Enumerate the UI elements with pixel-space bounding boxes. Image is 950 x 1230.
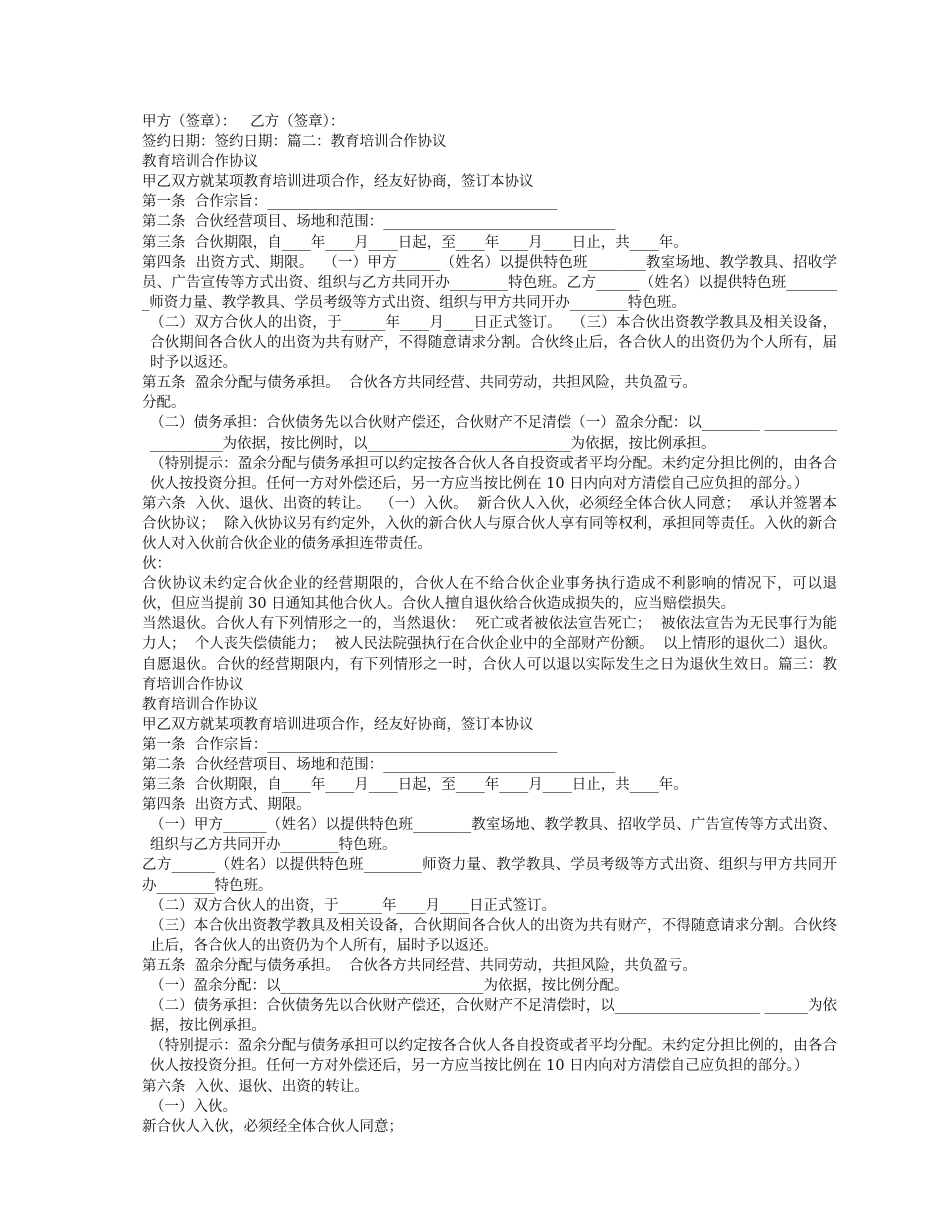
article-6: 第六条 入伙、退伙、出资的转让。 [142,1078,369,1095]
section-title: 教育培训合作协议 [142,154,258,171]
article-3: 第三条 合伙期限，自____年____月____日起，至____年____月____日止，共____年。 [142,234,688,251]
admission-paragraph: 新合伙人入伙，必须经全体合伙人同意； [142,1118,403,1135]
fragment-line: 分配。 [142,395,186,412]
signature-line: 甲方（签章）： 乙方（签章）： [142,114,345,130]
party-b-paragraph: 乙方______（姓名）以提供特色班________师资力量、教学教具、学员考级等方式出资、组织与甲方共同开办________特色班。 [142,857,837,894]
intro-paragraph: 甲乙双方就某项教育培训进项合作，经友好协商，签订本协议 [142,174,534,191]
document-page [113,112,847,1137]
section-title: 教育培训合作协议 [142,696,258,713]
article-2: 第二条 合伙经营项目、场地和范围：________________________________ [142,757,616,773]
withdrawal-paragraph: 合伙协议未约定合伙企业的经营期限的，合伙人在不给合伙企业事务执行造成不利影响的情况下，可以退伙，但应当提前 30 日通知其他合伙人。合伙人擅自退伙给合伙造成损失的，应当赔偿损失。 [142,576,837,613]
contribution-paragraph: （二）双方合伙人的出资，于______年____月____日正式签订。 （三）本合伙出资教学教具及相关设备，合伙期间各合伙人的出资为共有财产，不得随意请求分割。合伙终止后，各合伙人的出资仍为个人所有，届时予以返还。 [150,314,837,372]
property-paragraph: （三）本合伙出资教学教具及相关设备，合伙期间各合伙人的出资为共有财产，不得随意请求分割。合伙终止后，各合伙人的出资仍为个人所有，届时予以返还。 [150,917,837,954]
article-1: 第一条 合作宗旨：________________________________________ [142,736,558,753]
article-6-paragraph: 第六条 入伙、退伙、出资的转让。 （一）入伙。 新合伙人入伙，必须经全体合伙人同意； 承认并签署本合伙协议； 除入伙协议另有约定外，入伙的新合伙人与原合伙人享有同等权利，承担同等责任。入伙的新合伙人对入伙前合伙企业的债务承担连带责任。 [142,495,837,552]
debt-paragraph: （二）债务承担：合伙债务先以合伙财产偿还，合伙财产不足清偿（一）盈余分配：以________ ____________________为依据，按比例时，以____________________________为依据，按比例承担。 [150,415,837,452]
article-1: 第一条 合作宗旨：________________________________________ [142,194,558,211]
fragment-line: 伙： [142,556,171,573]
contribution-paragraph: （二）双方合伙人的出资，于______年____月____日正式签订。 [150,897,556,914]
intro-paragraph: 甲乙双方就某项教育培训进项合作，经友好协商，签订本协议 [142,716,534,733]
article-5: 第五条 盈余分配与债务承担。 合伙各方共同经营、共同劳动，共担风险，共负盈亏。 [142,375,697,392]
article-5: 第五条 盈余分配与债务承担。 合伙各方共同经营、共同劳动，共担风险，共负盈亏。 [142,957,697,974]
surplus-paragraph: （一）盈余分配：以____________________________为依据，按比例分配。 [150,978,629,995]
sign-date-line: 签约日期：签约日期：篇二：教育培训合作协议 [142,134,447,151]
party-a-paragraph: （一）甲方______（姓名）以提供特色班________教室场地、教学教具、招收学员、广告宣传等方式出资、组织与乙方共同开办________特色班。 [150,817,837,854]
admission-heading: （一）入伙。 [150,1098,237,1115]
automatic-withdrawal-paragraph: 当然退伙。合伙人有下列情形之一的，当然退伙： 死亡或者被依法宣告死亡； 被依法宣告为无民事行为能力人； 个人丧失偿债能力； 被人民法院强执行在合伙企业中的全部财产份额。 以上情形的退伙二）退伙。 自愿退伙。合伙的经营期限内，有下列情形之一时，合伙人可以退以实际发生之日为退伙生效日。篇三：教育培训合作协议 [142,616,847,693]
article-4-paragraph: 第四条 出资方式、期限。 （一）甲方______（姓名）以提供特色班________教室场地、教学教具、招收学员、广告宣传等方式出资、组织与乙方共同开办________特色班。乙方______（姓名）以提供特色班________师资力量、教学教具、学员考级等方式出资、组织与甲方共同开办________特色班。 [142,254,837,311]
note-paragraph: （特别提示：盈余分配与债务承担可以约定按各合伙人各自投资或者平均分配。未约定分担比例的，由各合伙人按投资分担。任何一方对外偿还后，另一方应当按比例在 10 日内向对方清偿自己应负担的部分。） [150,455,837,492]
note-paragraph: （特别提示：盈余分配与债务承担可以约定按各合伙人各自投资或者平均分配。未约定分担比例的，由各合伙人按投资分担。任何一方对外偿还后，另一方应当按比例在 10 日内向对方清偿自己应负担的部分。） [150,1038,837,1075]
article-4: 第四条 出资方式、期限。 [142,797,311,814]
article-3: 第三条 合伙期限，自____年____月____日起，至____年____月____日止，共____年。 [142,777,688,794]
article-2: 第二条 合伙经营项目、场地和范围：________________________________ [142,214,616,231]
debt-paragraph: （二）债务承担：合伙债务先以合伙财产偿还，合伙财产不足清偿时，以____________________ ______为依据，按比例承担。 [150,998,837,1035]
